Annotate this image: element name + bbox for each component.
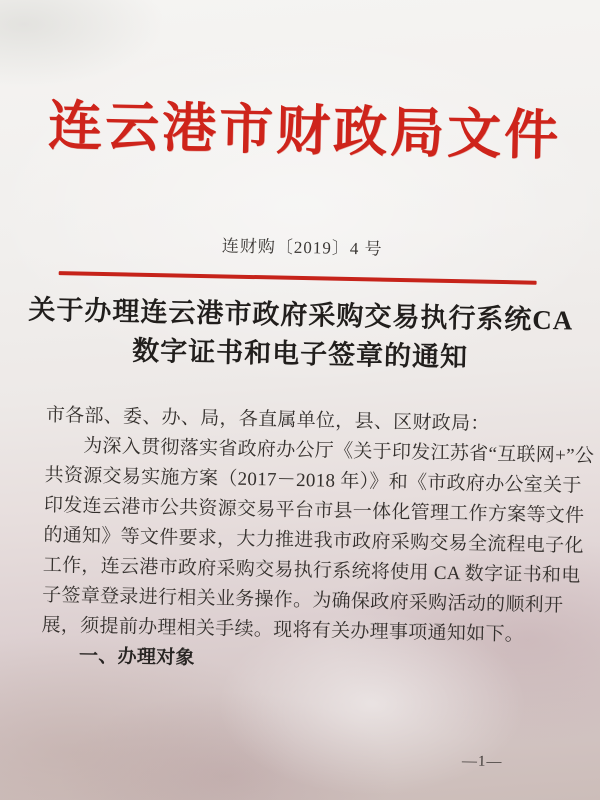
- salutation-line: 市各部、委、办、局，各直属单位，县、区财政局：: [45, 404, 490, 435]
- body-text-line: 的通知》等文件要求，大力推进我市政府采购交易全流程电子化: [43, 524, 584, 557]
- body-text-line: 为深入贯彻落实省政府办公厅《关于印发江苏省“互联网+”公: [83, 435, 595, 467]
- document-title: [0, 290, 600, 380]
- page-number: —1—: [461, 753, 503, 771]
- document-title-line-1: 关于办理连云港市政府采购交易执行系统CA: [28, 294, 574, 336]
- section-heading: 一、办理对象: [78, 645, 196, 669]
- body-text-line: 工作，连云港市政府采购交易执行系统将使用 CA 数字证书和电: [42, 554, 581, 587]
- header-divider-line: [59, 271, 537, 285]
- body-text-line: 展，须提前办理相关手续。现将有关办理事项通知如下。: [41, 614, 525, 646]
- body-text-line: 子签章登录进行相关业务操作。为确保政府采购活动的顺利开: [42, 584, 564, 617]
- body-text-line: 共资源交易实施方案（2017－2018 年）》和《市政府办公室关于: [44, 464, 582, 497]
- document-title-line-2: 数字证书和电子签章的通知: [131, 335, 469, 373]
- body-text-line: 印发连云港市公共资源交易平台市县一体化管理工作方案等文件: [43, 494, 585, 527]
- document-body: [41, 401, 595, 681]
- document-reference-number: 连财购〔2019〕4 号: [221, 236, 383, 259]
- agency-header-title: 连云港市财政局文件: [47, 95, 562, 167]
